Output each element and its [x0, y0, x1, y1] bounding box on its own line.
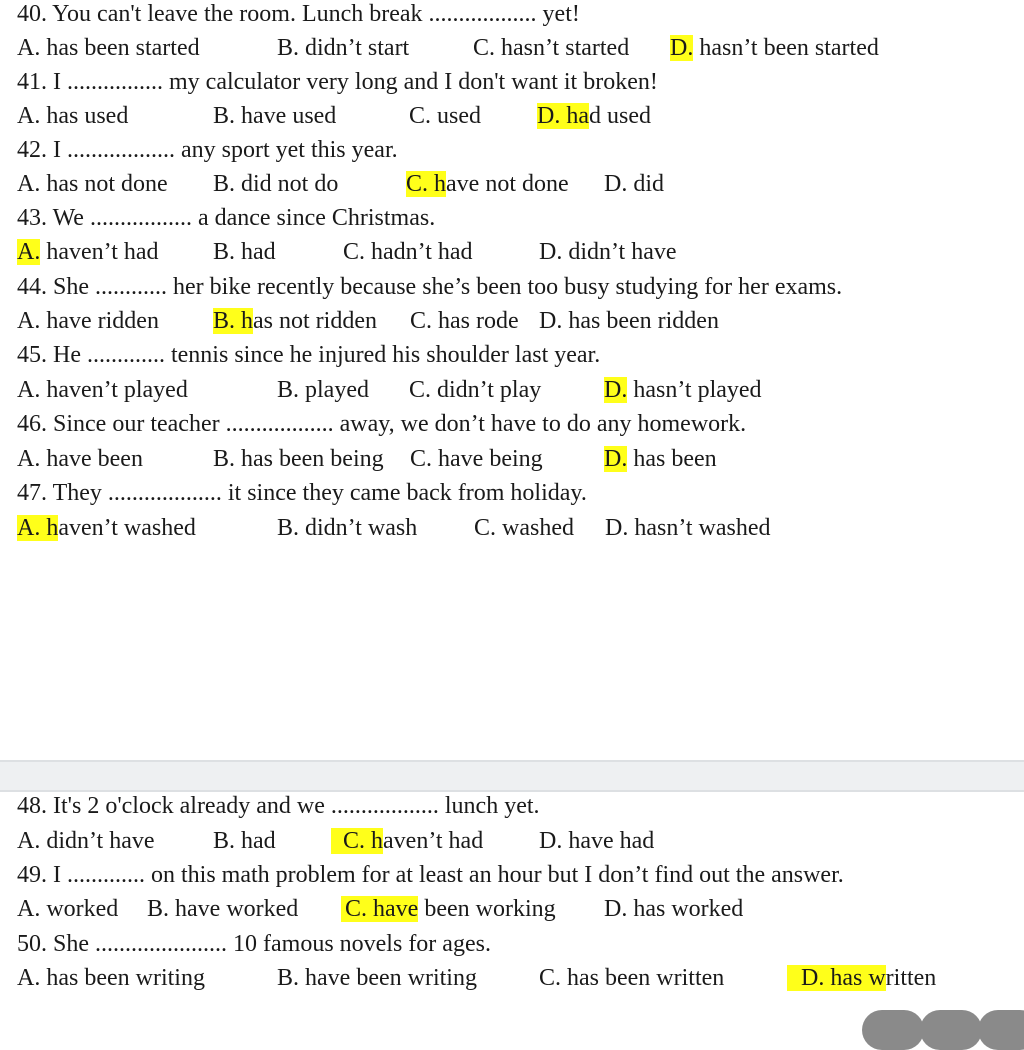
option-a: [17, 511, 196, 545]
option-a: A. didn’t have: [17, 828, 155, 854]
answer-highlight: B. h: [213, 308, 254, 334]
option-d: [670, 31, 879, 65]
floating-button[interactable]: [978, 1010, 1024, 1050]
question-stem: 47. They ................... it since they came back from holiday.: [17, 480, 587, 506]
floating-buttons[interactable]: [862, 1010, 1024, 1026]
page-break-divider: [0, 760, 1024, 792]
option-d: [604, 373, 762, 407]
option-text: d used: [588, 103, 651, 129]
option-text: been working: [418, 896, 556, 922]
option-d: D. hasn’t washed: [605, 515, 771, 541]
question-stem: 49. I ............. on this math problem for at least an hour but I don’t find out the answer.: [17, 862, 844, 888]
option-text: has been: [627, 446, 717, 472]
option-a: [17, 235, 159, 269]
question-stem: 44. She ............ her bike recently because she’s been too busy studying for her exams.: [17, 274, 843, 300]
option-d: D. has worked: [604, 896, 744, 922]
option-a: A. have been: [17, 446, 143, 472]
option-d: [537, 99, 651, 133]
option-b: B. has been being: [213, 446, 384, 472]
option-text: haven’t had: [40, 239, 159, 265]
option-text: aven’t had: [383, 828, 484, 854]
answer-highlight: C. have: [341, 896, 418, 922]
question-stem: 46. Since our teacher .................. away, we don’t have to do any homework.: [17, 411, 747, 437]
option-c: C. washed: [474, 515, 574, 541]
option-c: C. have being: [410, 446, 543, 472]
answer-highlight: C. h: [331, 828, 383, 854]
option-d: [604, 442, 717, 476]
option-d: D. have had: [539, 828, 655, 854]
answer-highlight: D. ha: [537, 103, 589, 129]
option-a: A. has not done: [17, 171, 168, 197]
option-b: B. played: [277, 377, 369, 403]
option-d: D. didn’t have: [539, 239, 677, 265]
option-d: D. has been ridden: [539, 308, 719, 334]
option-c: C. hadn’t had: [343, 239, 473, 265]
option-d: D. did: [604, 171, 664, 197]
question-stem: 40. You can't leave the room. Lunch break .................. yet!: [17, 1, 580, 27]
answer-highlight: D.: [670, 35, 694, 61]
option-c: C. has been written: [539, 965, 725, 991]
question-stem: 41. I ................ my calculator very long and I don't want it broken!: [17, 69, 658, 95]
option-c: [331, 824, 483, 858]
option-a: A. has been started: [17, 35, 200, 61]
question-stem: 48. It's 2 o'clock already and we .................. lunch yet.: [17, 793, 540, 819]
option-a: A. has been writing: [17, 965, 205, 991]
option-b: B. had: [213, 239, 276, 265]
question-stem: 43. We ................. a dance since Christmas.: [17, 205, 436, 231]
option-b: B. have used: [213, 103, 337, 129]
option-b: B. have worked: [147, 896, 299, 922]
option-a: A. worked: [17, 896, 119, 922]
question-stem: 50. She ...................... 10 famous novels for ages.: [17, 931, 491, 957]
floating-button[interactable]: [862, 1010, 924, 1050]
option-b: B. did not do: [213, 171, 339, 197]
option-a: A. has used: [17, 103, 129, 129]
option-b: [213, 304, 377, 338]
option-text: hasn’t played: [627, 377, 762, 403]
option-b: B. had: [213, 828, 276, 854]
question-stem: 45. He ............. tennis since he injured his shoulder last year.: [17, 342, 601, 368]
option-text: aven’t washed: [58, 515, 196, 541]
answer-highlight: A.: [17, 239, 41, 265]
option-text: hasn’t been started: [693, 35, 879, 61]
answer-highlight: D.: [604, 446, 628, 472]
answer-highlight: D. has w: [787, 965, 886, 991]
option-b: B. didn’t start: [277, 35, 410, 61]
answer-highlight: D.: [604, 377, 628, 403]
floating-button[interactable]: [920, 1010, 982, 1050]
option-c: [341, 892, 556, 926]
option-b: B. didn’t wash: [277, 515, 418, 541]
answer-highlight: A. h: [17, 515, 59, 541]
option-c: C. hasn’t started: [473, 35, 630, 61]
question-stem: 42. I .................. any sport yet this year.: [17, 137, 398, 163]
option-b: B. have been writing: [277, 965, 477, 991]
answer-highlight: C. h: [406, 171, 447, 197]
option-a: A. have ridden: [17, 308, 159, 334]
option-text: ritten: [885, 965, 937, 991]
option-a: A. haven’t played: [17, 377, 188, 403]
option-text: as not ridden: [253, 308, 377, 334]
option-c: C. used: [409, 103, 481, 129]
option-d: [787, 961, 936, 995]
option-c: C. didn’t play: [409, 377, 542, 403]
option-c: C. has rode: [410, 308, 519, 334]
option-c: [406, 167, 569, 201]
option-text: ave not done: [446, 171, 569, 197]
